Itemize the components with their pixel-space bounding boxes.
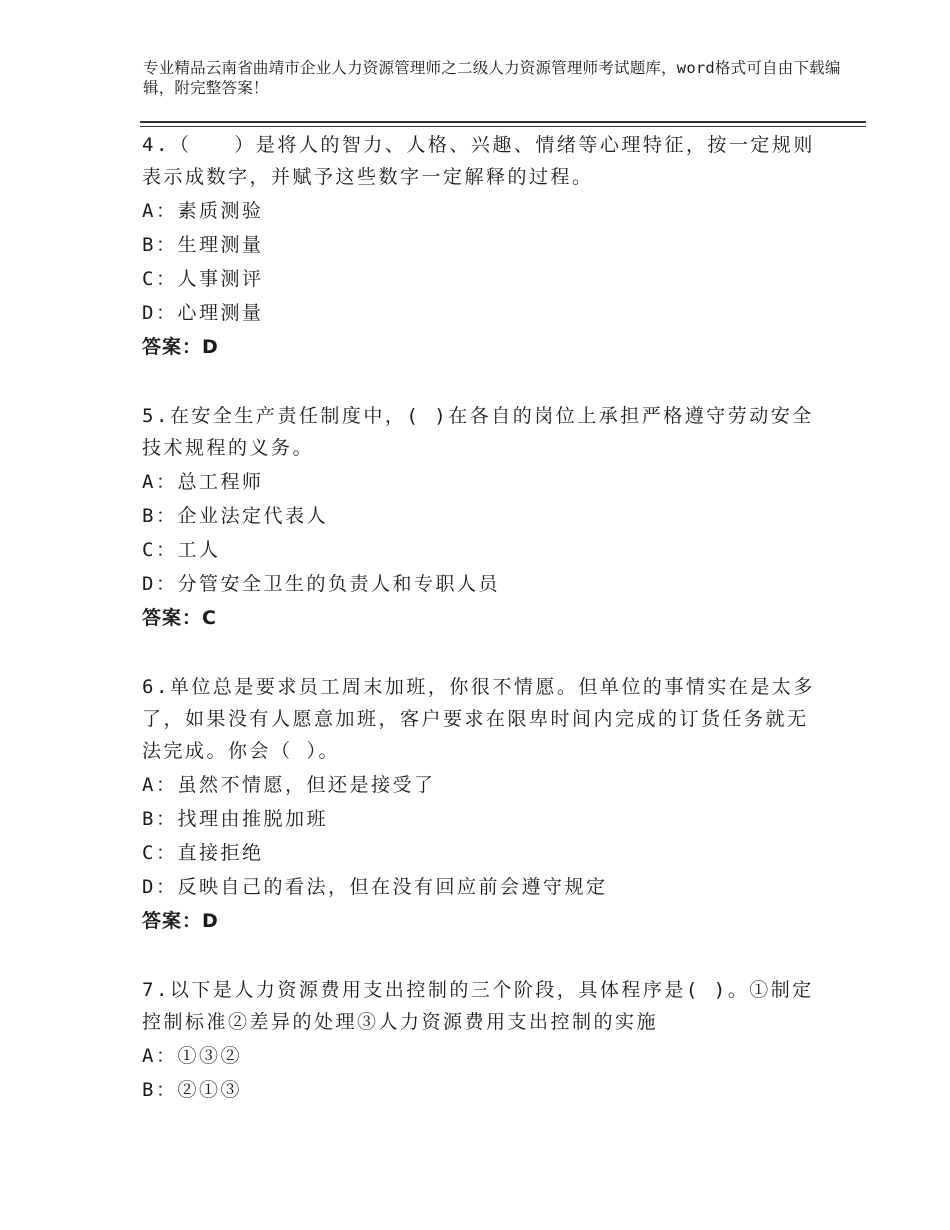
option-a: A：总工程师 — [142, 471, 264, 493]
option-d: D：分管安全卫生的负责人和专职人员 — [142, 573, 500, 595]
question-7 — [142, 973, 822, 1107]
question-5 — [142, 399, 822, 635]
header-rule-thick — [140, 121, 866, 123]
answer-label: 答案：D — [142, 336, 219, 358]
option-a: A：①③② — [142, 1045, 242, 1067]
option-d: D：反映自己的看法，但在没有回应前会遵守规定 — [142, 876, 608, 898]
option-a: A：素质测验 — [142, 200, 264, 222]
option-b: B：②①③ — [142, 1079, 242, 1101]
option-b: B：生理测量 — [142, 234, 264, 256]
option-c: C：直接拒绝 — [142, 842, 264, 864]
option-c: C：人事测评 — [142, 268, 264, 290]
question-text: 4.（ ）是将人的智力、人格、兴趣、情绪等心理特征，按一定规则表示成数字，并赋予这些数字一定解释的过程。 — [142, 134, 815, 188]
question-text: 7.以下是人力资源费用支出控制的三个阶段，具体程序是( )。①制定控制标准②差异的处理③人力资源费用支出控制的实施 — [142, 979, 814, 1033]
option-a: A：虽然不情愿，但还是接受了 — [142, 774, 436, 796]
question-4 — [142, 128, 822, 364]
option-b: B：找理由推脱加班 — [142, 808, 328, 830]
option-d: D：心理测量 — [142, 302, 264, 324]
option-b: B：企业法定代表人 — [142, 505, 328, 527]
question-text: 5.在安全生产责任制度中，( )在各自的岗位上承担严格遵守劳动安全技术规程的义务。 — [142, 405, 814, 459]
option-c: C：工人 — [142, 539, 221, 561]
question-text: 6.单位总是要求员工周末加班，你很不情愿。但单位的事情实在是太多了，如果没有人愿意加班，客户要求在限卑时间内完成的订货任务就无法完成。你会（ ）。 — [142, 676, 815, 762]
header-rule-thin — [140, 126, 866, 127]
question-list — [142, 128, 822, 1142]
question-6 — [142, 670, 822, 938]
document-header: 专业精品云南省曲靖市企业人力资源管理师之二级人力资源管理师考试题库，word格式可自由下载编辑，附完整答案！ — [143, 59, 841, 97]
answer-label: 答案：C — [142, 607, 217, 629]
answer-label: 答案：D — [142, 910, 219, 932]
